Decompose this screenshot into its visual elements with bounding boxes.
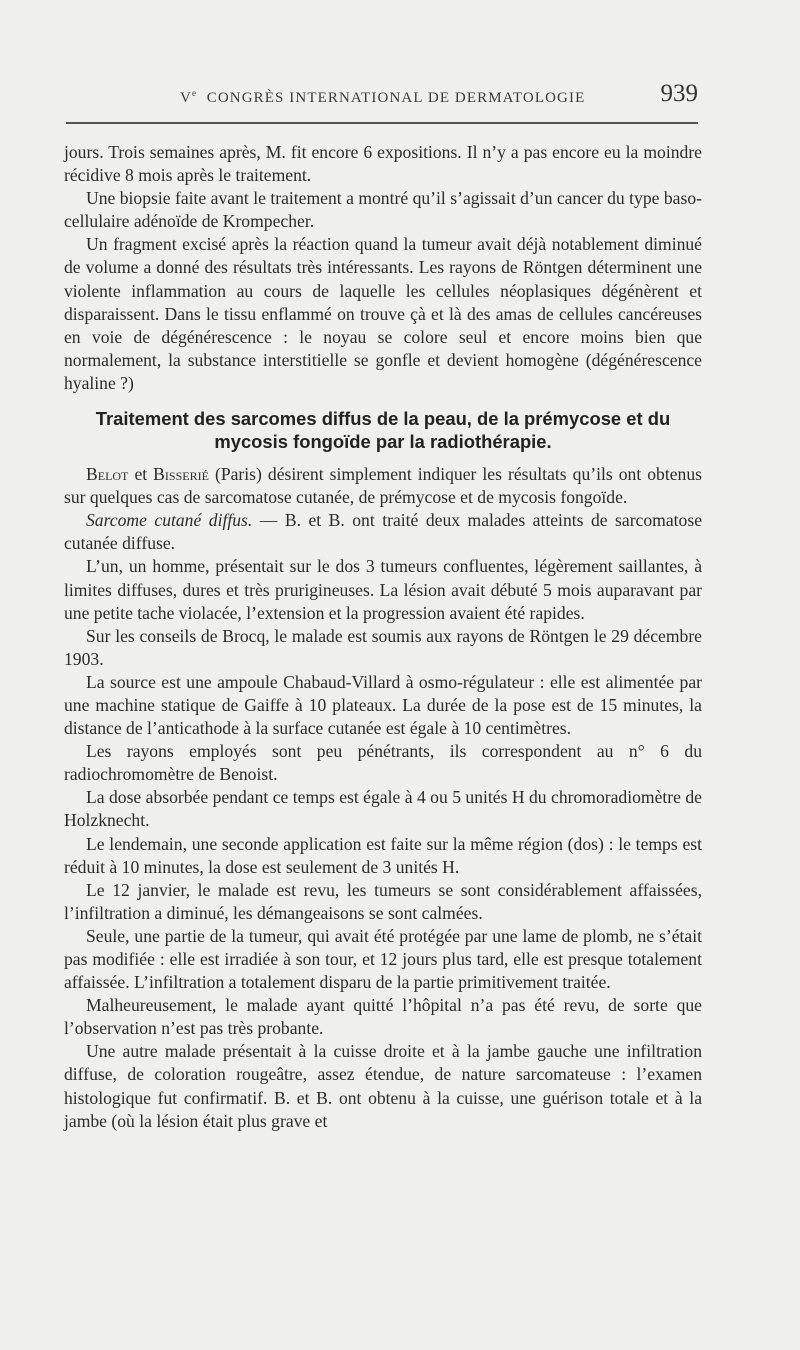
paragraph: Seule, une partie de la tumeur, qui avait été protégée par une lame de plomb, ne s’était pas modifiée : elle est irradiée à son tour, et 12 jours plus tard, elle est presque totalement affaissée. L’infiltration a totalement disparu de la partie primitivement traitée.: [64, 925, 702, 993]
paragraph: Malheureusement, le malade ayant quitté l’hôpital n’a pas été revu, de sorte que l’observation n’est pas très probante.: [64, 995, 702, 1039]
page-number: 939: [660, 80, 698, 107]
paragraph: La source est une ampoule Chabaud-Villard à osmo-régulateur : elle est alimentée par une machine statique de Gaiffe à 10 plateaux. La durée de la pose est de 15 minutes, la distance de l’anticathode à la surface cutanée est égale à 10 centimètres.: [64, 671, 702, 739]
paragraph: La dose absorbée pendant ce temps est égale à 4 ou 5 unités H du chromoradiomètre de Holzknecht.: [64, 787, 702, 831]
paragraph: Le 12 janvier, le malade est revu, les tumeurs se sont considérablement affaissées, l’infiltration a diminué, les démangeaisons se sont calmées.: [64, 879, 702, 923]
authors-paragraph: Belot et Bisserié (Paris) désirent simplement indiquer les résultats qu’ils ont obtenus sur quelques cas de sarcomatose cutanée, de prémycose et de mycosis fongoïde.: [64, 464, 702, 508]
paragraph: Un fragment excisé après la réaction quand la tumeur avait déjà notablement diminué de volume a donné des résultats très intéressants. Les rayons de Röntgen déterminent une violente inflammation au cours de laquelle les cellules néoplasiques dégénèrent et disparaissent. Dans le tissu enflammé on trouve çà et là des amas de cellules cancéreuses en voie de dégénérescence : le noyau se colore seul et encore moins bien que normalement, la substance interstitielle se gonfle et devient homogène (dégénérescence hyaline ?): [64, 234, 702, 393]
header-rule: [66, 122, 698, 124]
case-paragraph: Sarcome cutané diffus. — B. et B. ont traité deux malades atteints de sarcomatose cutanée diffuse.: [64, 510, 703, 554]
paragraph: L’un, un homme, présentait sur le dos 3 tumeurs confluentes, légèrement saillantes, à limites diffuses, dures et très prurigineuses. La lésion avait débuté 5 mois auparavant par une petite tache violacée, l’extension et la progression avaient été rapides.: [64, 556, 702, 623]
section-heading: Traitement des sarcomes diffus de la peau, de la prémycose et du mycosis fongoïde par la radiothérapie.: [95, 408, 671, 453]
paragraph: Le lendemain, une seconde application est faite sur la même région (dos) : le temps est réduit à 10 minutes, la dose est seulement de 3 unités H.: [64, 833, 702, 877]
body-text: [64, 141, 702, 1133]
paragraph: Les rayons employés sont peu pénétrants, ils correspondent au n° 6 du radiochromomètre de Benoist.: [64, 741, 702, 785]
paragraph: Une biopsie faite avant le traitement a montré qu’il s’agissait d’un cancer du type baso-cellulaire adénoïde de Krompecher.: [64, 188, 702, 232]
case-title: Sarcome cutané diffus.: [86, 510, 253, 531]
author-name: Belot: [86, 464, 129, 485]
paragraph: Une autre malade présentait à la cuisse droite et à la jambe gauche une infiltration diffuse, de coloration rougeâtre, assez étendue, de nature sarcomateuse : l’examen histologique fut confirmatif. B. et B. ont obtenu à la cuisse, une guérison totale et à la jambe (où la lésion était plus grave et: [64, 1041, 702, 1131]
running-title: Ve CONGRÈS INTERNATIONAL DE DERMATOLOGIE: [180, 88, 586, 106]
paragraph: jours. Trois semaines après, M. fit encore 6 expositions. Il n’y a pas encore eu la moindre récidive 8 mois après le traitement.: [64, 142, 702, 186]
running-header: [66, 80, 698, 114]
author-name: Bisserié: [153, 464, 209, 485]
paragraph: Sur les conseils de Brocq, le malade est soumis aux rayons de Röntgen le 29 décembre 1903.: [64, 625, 702, 669]
